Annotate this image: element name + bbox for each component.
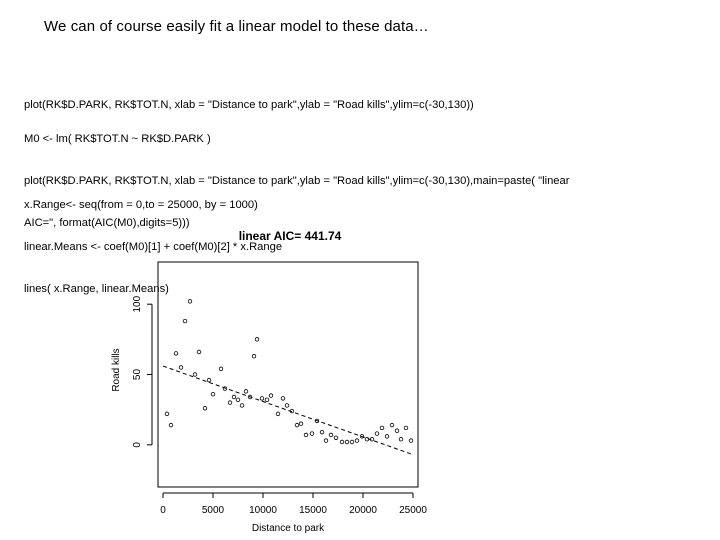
data-point (395, 429, 399, 433)
data-point (295, 423, 299, 427)
data-point (324, 439, 328, 443)
data-point (219, 367, 223, 371)
fit-line-group (163, 366, 413, 455)
y-axis (132, 295, 152, 447)
data-point (334, 436, 338, 440)
data-point (183, 319, 187, 323)
code-line: M0 <- lm( RK$TOT.N ~ RK$D.PARK ) (24, 133, 211, 145)
data-point (355, 439, 359, 443)
data-point (329, 433, 333, 437)
code-line: lines( x.Range, linear.Means) (24, 283, 169, 295)
data-point (193, 373, 197, 377)
data-point (188, 300, 192, 304)
data-point (255, 338, 259, 342)
code-line: AIC=", format(AIC(M0),digits=5))) (24, 217, 190, 229)
data-point (169, 423, 173, 427)
code-line: linear.Means <- coef(M0)[1] + coef(M0)[2] * x.Range (24, 241, 283, 253)
data-point (203, 406, 207, 410)
data-point (399, 437, 403, 441)
data-point (345, 440, 349, 444)
data-point (240, 404, 244, 408)
data-point (350, 440, 354, 444)
data-point (260, 397, 264, 401)
scatter-plot (100, 222, 440, 537)
code-line: x.Range<- seq(from = 0,to = 25000, by = 1000) (24, 199, 258, 211)
code-line: plot(RK$D.PARK, RK$TOT.N, xlab = "Distance to park",ylab = "Road kills",ylim=c(-30,130)) (24, 99, 474, 111)
data-point (269, 394, 273, 398)
data-point (207, 378, 211, 382)
data-point (252, 354, 256, 358)
data-point (404, 426, 408, 430)
data-point (165, 412, 169, 416)
x-tick-label: 0 (160, 505, 166, 516)
x-axis-label: Distance to park (251, 523, 325, 534)
data-point (211, 392, 215, 396)
x-tick-label: 10000 (249, 505, 277, 516)
data-point (174, 352, 178, 356)
data-point (197, 350, 201, 354)
data-point (244, 390, 248, 394)
x-tick-label: 20000 (349, 505, 377, 516)
y-tick-label: 0 (132, 442, 143, 448)
data-point (340, 440, 344, 444)
data-point (310, 432, 314, 436)
data-point (281, 397, 285, 401)
data-point (375, 432, 379, 436)
slide-title: We can of course easily fit a linear model to these data… (44, 18, 429, 35)
x-axis (160, 493, 427, 516)
data-point (409, 439, 413, 443)
x-tick-label: 15000 (299, 505, 327, 516)
x-tick-label: 25000 (399, 505, 427, 516)
x-tick-label: 5000 (201, 505, 225, 516)
data-point (276, 412, 280, 416)
data-point (385, 435, 389, 439)
data-point (228, 401, 232, 405)
data-point (285, 404, 289, 408)
data-point (390, 423, 394, 427)
y-tick-label: 50 (132, 368, 143, 381)
chart-title: linear AIC= 441.74 (238, 229, 342, 243)
y-axis-label: Road kills (111, 348, 122, 392)
data-point (304, 433, 308, 437)
code-line: plot(RK$D.PARK, RK$TOT.N, xlab = "Distance to park",ylab = "Road kills",ylim=c(-30,130),main=paste( "linear (24, 175, 570, 187)
data-point (232, 395, 236, 399)
data-point (236, 398, 240, 402)
data-point (265, 398, 269, 402)
fit-line (163, 366, 413, 455)
points-group (165, 300, 413, 444)
data-point (380, 426, 384, 430)
data-point (179, 366, 183, 370)
data-point (299, 422, 303, 426)
y-tick-label: 100 (132, 295, 143, 313)
data-point (320, 430, 324, 434)
